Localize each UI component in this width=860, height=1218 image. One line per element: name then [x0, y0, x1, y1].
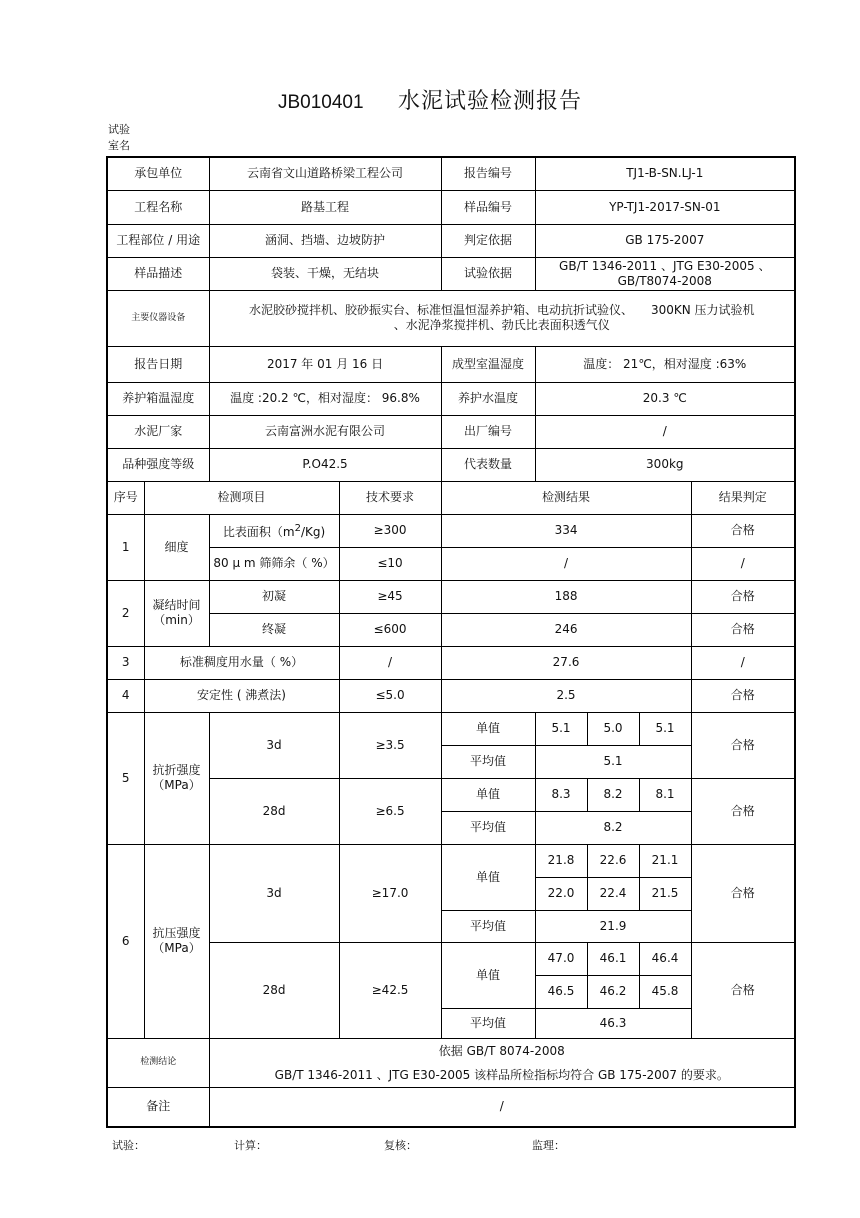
molding-value: 温度： 21℃，相对湿度 :63% [535, 346, 795, 382]
compressive-28d-v1: 47.0 [535, 942, 587, 975]
compressive-28d-avg: 46.3 [535, 1008, 691, 1038]
compressive-28d-v2: 46.1 [587, 942, 639, 975]
report-date-label: 报告日期 [107, 346, 209, 382]
flexural-3d-v3: 5.1 [639, 712, 691, 745]
compressive-28d-req: ≥42.5 [339, 942, 441, 1038]
compressive-3d-age: 3d [209, 844, 339, 942]
final-set-req: ≤600 [339, 613, 441, 646]
initial-set-label: 初凝 [209, 580, 339, 613]
fineness-seq: 1 [107, 514, 144, 580]
curing-water-value: 20.3 ℃ [535, 382, 795, 415]
compressive-28d-v5: 46.2 [587, 975, 639, 1008]
row-equipment [107, 290, 795, 346]
sieve-residue-result: / [441, 547, 691, 580]
flexural-3d-avg-label: 平均值 [441, 745, 535, 778]
sample-desc-label: 样品描述 [107, 257, 209, 290]
factory-no-value: / [535, 415, 795, 448]
flexural-3d-v1: 5.1 [535, 712, 587, 745]
flexural-28d-req: ≥6.5 [339, 778, 441, 844]
compressive-28d-v6: 45.8 [639, 975, 691, 1008]
compressive-3d-row-1 [107, 844, 795, 877]
flexural-3d-single-label: 单值 [441, 712, 535, 745]
compressive-28d-row-1 [107, 942, 795, 975]
curing-box-label: 养护箱温湿度 [107, 382, 209, 415]
qty-value: 300kg [535, 448, 795, 481]
flexural-28d-judge: 合格 [691, 778, 795, 844]
compressive-3d-v1: 21.8 [535, 844, 587, 877]
initial-set-judge: 合格 [691, 580, 795, 613]
report-title [0, 84, 860, 115]
sieve-residue-label: 80 μ m 筛筛余（ %） [209, 547, 339, 580]
supervisor-label: 监理： [532, 1139, 565, 1152]
row-location [107, 224, 795, 257]
row-curing [107, 382, 795, 415]
fineness-row-2 [107, 547, 795, 580]
compressive-name: 抗压强度 （MPa） [144, 844, 209, 1038]
setting-seq: 2 [107, 580, 144, 646]
test-basis-value: GB/T 1346-2011 、JTG E30-2005 、 GB/T8074-2008 [535, 257, 795, 290]
location-value: 涵洞、挡墙、边坡防护 [209, 224, 441, 257]
soundness-judge: 合格 [691, 679, 795, 712]
test-basis-label: 试验依据 [441, 257, 535, 290]
compressive-3d-v5: 22.4 [587, 877, 639, 910]
column-header-row [107, 481, 795, 514]
flexural-28d-v3: 8.1 [639, 778, 691, 811]
report-date-value: 2017 年 01 月 16 日 [209, 346, 441, 382]
lab-name-label: 试验 室名 [108, 123, 130, 152]
maker-value: 云南富洲水泥有限公司 [209, 415, 441, 448]
col-req: 技术要求 [339, 481, 441, 514]
conclusion-text: 依据 GB/T 8074-2008 GB/T 1346-2011 、JTG E30-2005 该样品所检指标均符合 GB 175-2007 的要求。 [209, 1038, 795, 1087]
soundness-row [107, 679, 795, 712]
col-judge: 结果判定 [691, 481, 795, 514]
consistency-result: 27.6 [441, 646, 691, 679]
compressive-3d-judge: 合格 [691, 844, 795, 942]
flexural-3d-single-row [107, 712, 795, 745]
initial-set-result: 188 [441, 580, 691, 613]
specific-surface-judge: 合格 [691, 514, 795, 547]
project-label: 工程名称 [107, 190, 209, 224]
report-table [106, 156, 796, 1128]
sample-desc-value: 袋装、干燥，无结块 [209, 257, 441, 290]
flexural-28d-age: 28d [209, 778, 339, 844]
flexural-3d-req: ≥3.5 [339, 712, 441, 778]
conclusion-label: 检测结论 [107, 1038, 209, 1087]
consistency-seq: 3 [107, 646, 144, 679]
contractor-value: 云南省文山道路桥梁工程公司 [209, 157, 441, 190]
setting-row-2 [107, 613, 795, 646]
compressive-28d-v4: 46.5 [535, 975, 587, 1008]
remark-value: / [209, 1087, 795, 1127]
compressive-seq: 6 [107, 844, 144, 1038]
row-sample-desc [107, 257, 795, 290]
molding-label: 成型室温湿度 [441, 346, 535, 382]
compressive-28d-age: 28d [209, 942, 339, 1038]
soundness-seq: 4 [107, 679, 144, 712]
report-no-label: 报告编号 [441, 157, 535, 190]
compressive-3d-single-label: 单值 [441, 844, 535, 910]
sieve-residue-judge: / [691, 547, 795, 580]
report-no-value: TJ1-B-SN.LJ-1 [535, 157, 795, 190]
final-set-judge: 合格 [691, 613, 795, 646]
soundness-result: 2.5 [441, 679, 691, 712]
remark-row [107, 1087, 795, 1127]
setting-name: 凝结时间 （min） [144, 580, 209, 646]
col-result: 检测结果 [441, 481, 691, 514]
flexural-3d-avg: 5.1 [535, 745, 691, 778]
compressive-3d-v3: 21.1 [639, 844, 691, 877]
soundness-item: 安定性 ( 沸煮法) [144, 679, 339, 712]
flexural-28d-v1: 8.3 [535, 778, 587, 811]
row-report-date [107, 346, 795, 382]
judge-basis-label: 判定依据 [441, 224, 535, 257]
conclusion-row [107, 1038, 795, 1087]
row-maker [107, 415, 795, 448]
report-name: 水泥试验检测报告 [398, 88, 583, 113]
compressive-28d-single-label: 单值 [441, 942, 535, 1008]
specific-surface-result: 334 [441, 514, 691, 547]
flexural-28d-avg-label: 平均值 [441, 811, 535, 844]
judge-basis-value: GB 175-2007 [535, 224, 795, 257]
flexural-28d-avg: 8.2 [535, 811, 691, 844]
flexural-3d-judge: 合格 [691, 712, 795, 778]
row-grade [107, 448, 795, 481]
sample-no-value: YP-TJ1-2017-SN-01 [535, 190, 795, 224]
compressive-3d-v2: 22.6 [587, 844, 639, 877]
col-item: 检测项目 [144, 481, 339, 514]
compressive-3d-req: ≥17.0 [339, 844, 441, 942]
flexural-name: 抗折强度 （MPa） [144, 712, 209, 844]
location-label: 工程部位 / 用途 [107, 224, 209, 257]
specific-surface-req: ≥300 [339, 514, 441, 547]
compressive-3d-avg-label: 平均值 [441, 910, 535, 942]
compressive-28d-avg-label: 平均值 [441, 1008, 535, 1038]
grade-value: P.O42.5 [209, 448, 441, 481]
flexural-3d-age: 3d [209, 712, 339, 778]
contractor-label: 承包单位 [107, 157, 209, 190]
soundness-req: ≤5.0 [339, 679, 441, 712]
reviewer-label: 复核： [384, 1139, 417, 1152]
flexural-28d-single-row [107, 778, 795, 811]
curing-water-label: 养护水温度 [441, 382, 535, 415]
final-set-label: 终凝 [209, 613, 339, 646]
flexural-3d-v2: 5.0 [587, 712, 639, 745]
grade-label: 品种强度等级 [107, 448, 209, 481]
sample-no-label: 样品编号 [441, 190, 535, 224]
compressive-3d-v6: 21.5 [639, 877, 691, 910]
row-project [107, 190, 795, 224]
row-contractor [107, 157, 795, 190]
report-code: JB010401 [277, 92, 364, 113]
compressive-3d-v4: 22.0 [535, 877, 587, 910]
compressive-3d-avg: 21.9 [535, 910, 691, 942]
consistency-req: / [339, 646, 441, 679]
setting-row-1 [107, 580, 795, 613]
factory-no-label: 出厂编号 [441, 415, 535, 448]
maker-label: 水泥厂家 [107, 415, 209, 448]
consistency-judge: / [691, 646, 795, 679]
calculator-label: 计算： [234, 1139, 267, 1152]
consistency-row [107, 646, 795, 679]
remark-label: 备注 [107, 1087, 209, 1127]
col-seq: 序号 [107, 481, 144, 514]
curing-box-value: 温度 :20.2 ℃，相对湿度： 96.8% [209, 382, 441, 415]
qty-label: 代表数量 [441, 448, 535, 481]
fineness-name: 细度 [144, 514, 209, 580]
compressive-28d-judge: 合格 [691, 942, 795, 1038]
specific-surface-label: 比表面积$(m^2/Kg)$ [209, 514, 339, 547]
project-value: 路基工程 [209, 190, 441, 224]
equipment-label: 主要仪器设备 [107, 290, 209, 346]
consistency-item: 标准稠度用水量（ %） [144, 646, 339, 679]
initial-set-req: ≥45 [339, 580, 441, 613]
flexural-28d-single-label: 单值 [441, 778, 535, 811]
equipment-value: 水泥胶砂搅拌机、胶砂振实台、标准恒温恒湿养护箱、电动抗折试验仪、 300KN 压力试验机 、水泥净浆搅拌机、勃氏比表面积透气仪 [209, 290, 795, 346]
sieve-residue-req: ≤10 [339, 547, 441, 580]
fineness-row-1 [107, 514, 795, 547]
flexural-seq: 5 [107, 712, 144, 844]
final-set-result: 246 [441, 613, 691, 646]
tester-label: 试验： [112, 1139, 145, 1152]
compressive-28d-v3: 46.4 [639, 942, 691, 975]
flexural-28d-v2: 8.2 [587, 778, 639, 811]
